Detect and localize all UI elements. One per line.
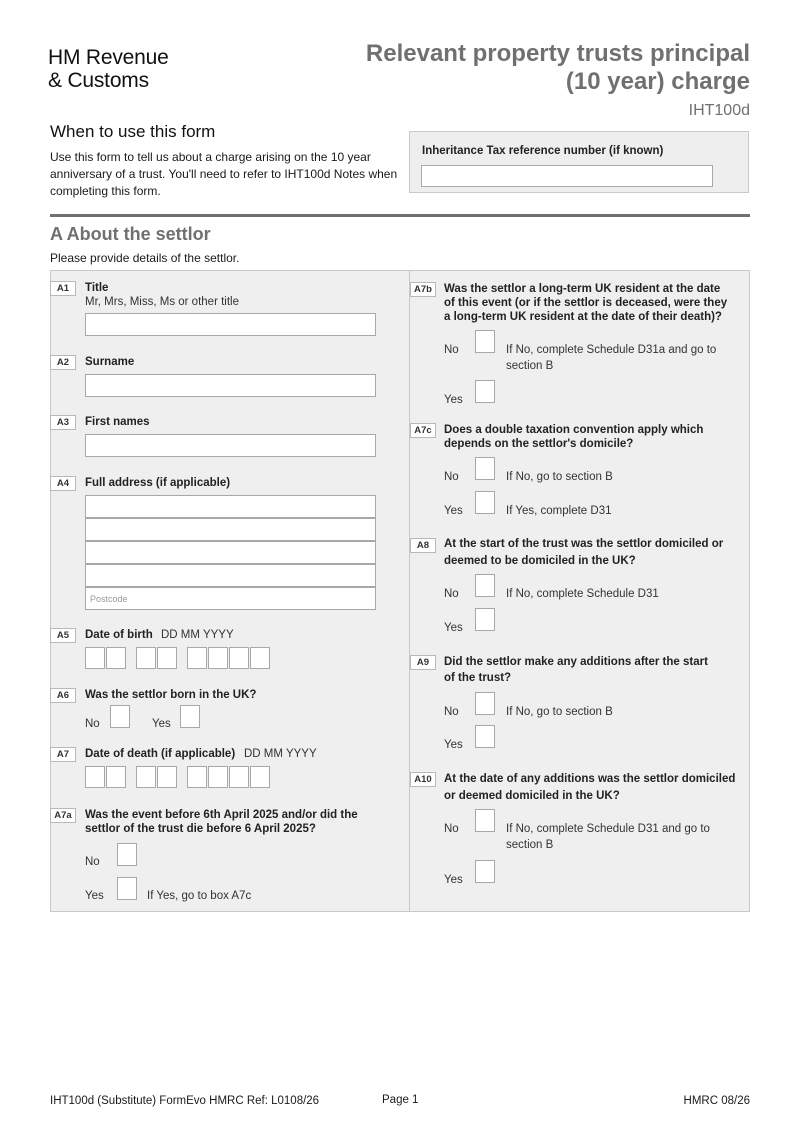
additions-yes-checkbox[interactable] [475, 725, 495, 748]
page-number: Page 1 [382, 1094, 419, 1106]
long-term-resident-label-line-3: a long-term UK resident at the date of their death)? [444, 311, 722, 323]
additions-domiciled-no-note-line-1: If No, complete Schedule D31 and go to [506, 823, 710, 835]
surname-label: Surname [85, 356, 135, 368]
question-tag-a7a: A7a [50, 808, 76, 823]
additions-domiciled-label-line-1: At the date of any additions was the settlor domiciled [444, 773, 736, 785]
dod-day-digit-2[interactable] [106, 766, 126, 788]
address-label: Full address (if applicable) [85, 477, 231, 489]
long-term-resident-no-checkbox[interactable] [475, 330, 495, 353]
long-term-resident-no-note [506, 342, 716, 374]
long-term-resident-no-label: No [444, 344, 459, 356]
date-of-birth-label: Date of birth [85, 629, 153, 641]
event-before-april-2025-yes-note: If Yes, go to box A7c [147, 890, 252, 902]
double-taxation-no-note: If No, go to section B [506, 471, 613, 483]
logo-line-1: HM Revenue [48, 46, 169, 69]
dod-year-digit-3[interactable] [229, 766, 249, 788]
question-tag-a4: A4 [50, 476, 76, 491]
first-names-input[interactable] [85, 434, 376, 457]
column-divider [409, 270, 410, 912]
date-of-birth-format: DD MM YYYY [161, 629, 234, 641]
postcode-input[interactable] [85, 587, 376, 610]
additions-label-line-2: of the trust? [444, 672, 512, 684]
domiciled-at-start-label-line-1: At the start of the trust was the settlor domiciled or [444, 538, 724, 550]
double-taxation-yes-checkbox[interactable] [475, 491, 495, 514]
dod-month-digit-1[interactable] [136, 766, 156, 788]
section-divider [50, 214, 750, 217]
additions-domiciled-no-checkbox[interactable] [475, 809, 495, 832]
question-tag-a5: A5 [50, 628, 76, 643]
double-taxation-no-checkbox[interactable] [475, 457, 495, 480]
iht-reference-label: Inheritance Tax reference number (if known) [422, 145, 664, 157]
question-tag-a8: A8 [410, 538, 436, 553]
first-names-label: First names [85, 416, 150, 428]
dod-year-digit-2[interactable] [208, 766, 228, 788]
additions-yes-label: Yes [444, 739, 463, 751]
title-hint: Mr, Mrs, Miss, Ms or other title [85, 296, 239, 308]
born-in-uk-no-checkbox[interactable] [110, 705, 130, 728]
additions-domiciled-no-note-line-2: section B [506, 839, 554, 851]
long-term-resident-no-note-line-1: If No, complete Schedule D31a and go to [506, 344, 717, 356]
question-tag-a9: A9 [410, 655, 436, 670]
domiciled-at-start-no-checkbox[interactable] [475, 574, 495, 597]
date-of-death-label: Date of death (if applicable) [85, 748, 236, 760]
event-before-april-2025-no-checkbox[interactable] [117, 843, 137, 866]
question-tag-a3: A3 [50, 415, 76, 430]
born-in-uk-no-label: No [85, 718, 100, 730]
domiciled-at-start-yes-label: Yes [444, 622, 463, 634]
additions-domiciled-yes-label: Yes [444, 874, 463, 886]
long-term-resident-label-line-1: Was the settlor a long-term UK resident at the date [444, 283, 721, 295]
event-before-april-2025-label-line-2: settlor of the trust die before 6 April 2025? [85, 823, 316, 835]
postcode-placeholder: Postcode [90, 594, 128, 604]
born-in-uk-label: Was the settlor born in the UK? [85, 689, 257, 701]
double-taxation-no-label: No [444, 471, 459, 483]
footer-reference: IHT100d (Substitute) FormEvo HMRC Ref: L0108/26 [50, 1095, 320, 1107]
dob-day-digit-1[interactable] [85, 647, 105, 669]
address-line-1-input[interactable] [85, 495, 376, 518]
long-term-resident-no-note-line-2: section B [506, 360, 554, 372]
iht-reference-input[interactable] [421, 165, 713, 187]
dob-year-digit-1[interactable] [187, 647, 207, 669]
double-taxation-label-line-2: depends on the settlor's domicile? [444, 438, 634, 450]
born-in-uk-yes-label: Yes [152, 718, 171, 730]
additions-domiciled-yes-checkbox[interactable] [475, 860, 495, 883]
additions-no-checkbox[interactable] [475, 692, 495, 715]
additions-domiciled-no-note [506, 821, 710, 853]
additions-label-line-1: Did the settlor make any additions after the start [444, 656, 708, 668]
event-before-april-2025-no-label: No [85, 856, 100, 868]
long-term-resident-label-line-2: of this event (or if the settlor is deceased, were they [444, 297, 728, 309]
address-line-3-input[interactable] [85, 541, 376, 564]
dod-year-digit-4[interactable] [250, 766, 270, 788]
additions-domiciled-no-label: No [444, 823, 459, 835]
double-taxation-label-line-1: Does a double taxation convention apply which [444, 424, 704, 436]
additions-no-note: If No, go to section B [506, 706, 613, 718]
surname-input[interactable] [85, 374, 376, 397]
address-line-2-input[interactable] [85, 518, 376, 541]
dod-year-digit-1[interactable] [187, 766, 207, 788]
dob-year-digit-4[interactable] [250, 647, 270, 669]
dob-year-digit-3[interactable] [229, 647, 249, 669]
dod-day-digit-1[interactable] [85, 766, 105, 788]
double-taxation-yes-note: If Yes, complete D31 [506, 505, 612, 517]
form-title-line-2: (10 year) charge [565, 68, 750, 95]
section-a-subheading: Please provide details of the settlor. [50, 251, 240, 265]
address-line-4-input[interactable] [85, 564, 376, 587]
logo-line-2: & Customs [48, 69, 149, 92]
long-term-resident-yes-label: Yes [444, 394, 463, 406]
event-before-april-2025-yes-label: Yes [85, 890, 104, 902]
question-tag-a6: A6 [50, 688, 76, 703]
question-tag-a10: A10 [410, 772, 436, 787]
additions-domiciled-label-line-2: or deemed domiciled in the UK? [444, 790, 620, 802]
dob-month-digit-2[interactable] [157, 647, 177, 669]
question-tag-a2: A2 [50, 355, 76, 370]
dod-month-digit-2[interactable] [157, 766, 177, 788]
dob-day-digit-2[interactable] [106, 647, 126, 669]
when-to-use-heading: When to use this form [50, 122, 216, 141]
question-tag-a7: A7 [50, 747, 76, 762]
domiciled-at-start-no-note: If No, complete Schedule D31 [506, 588, 659, 600]
question-tag-a7c: A7c [410, 423, 436, 438]
domiciled-at-start-yes-checkbox[interactable] [475, 608, 495, 631]
title-label: Title [85, 282, 109, 294]
when-to-use-text: Use this form to tell us about a charge arising on the 10 year anniversary of a trust. You'll need to refer to IHT100d Notes when completing this form. [50, 150, 398, 198]
footer-version: HMRC 08/26 [683, 1095, 750, 1107]
form-title [320, 40, 750, 96]
form-title-line-1: Relevant property trusts principal [365, 40, 750, 67]
additions-no-label: No [444, 706, 459, 718]
event-before-april-2025-yes-checkbox[interactable] [117, 877, 137, 900]
born-in-uk-yes-checkbox[interactable] [180, 705, 200, 728]
question-tag-a7b: A7b [410, 282, 436, 297]
hmrc-logo [48, 46, 169, 92]
double-taxation-yes-label: Yes [444, 505, 463, 517]
domiciled-at-start-label-line-2: deemed to be domiciled in the UK? [444, 555, 636, 567]
question-tag-a1: A1 [50, 281, 76, 296]
form-code: IHT100d [688, 102, 750, 119]
dob-year-digit-2[interactable] [208, 647, 228, 669]
domiciled-at-start-no-label: No [444, 588, 459, 600]
dob-month-digit-1[interactable] [136, 647, 156, 669]
title-input[interactable] [85, 313, 376, 336]
long-term-resident-yes-checkbox[interactable] [475, 380, 495, 403]
section-a-heading: A About the settlor [50, 224, 211, 244]
date-of-death-format: DD MM YYYY [244, 748, 317, 760]
event-before-april-2025-label-line-1: Was the event before 6th April 2025 and/or did the [85, 809, 358, 821]
iht-reference-box [409, 131, 749, 193]
